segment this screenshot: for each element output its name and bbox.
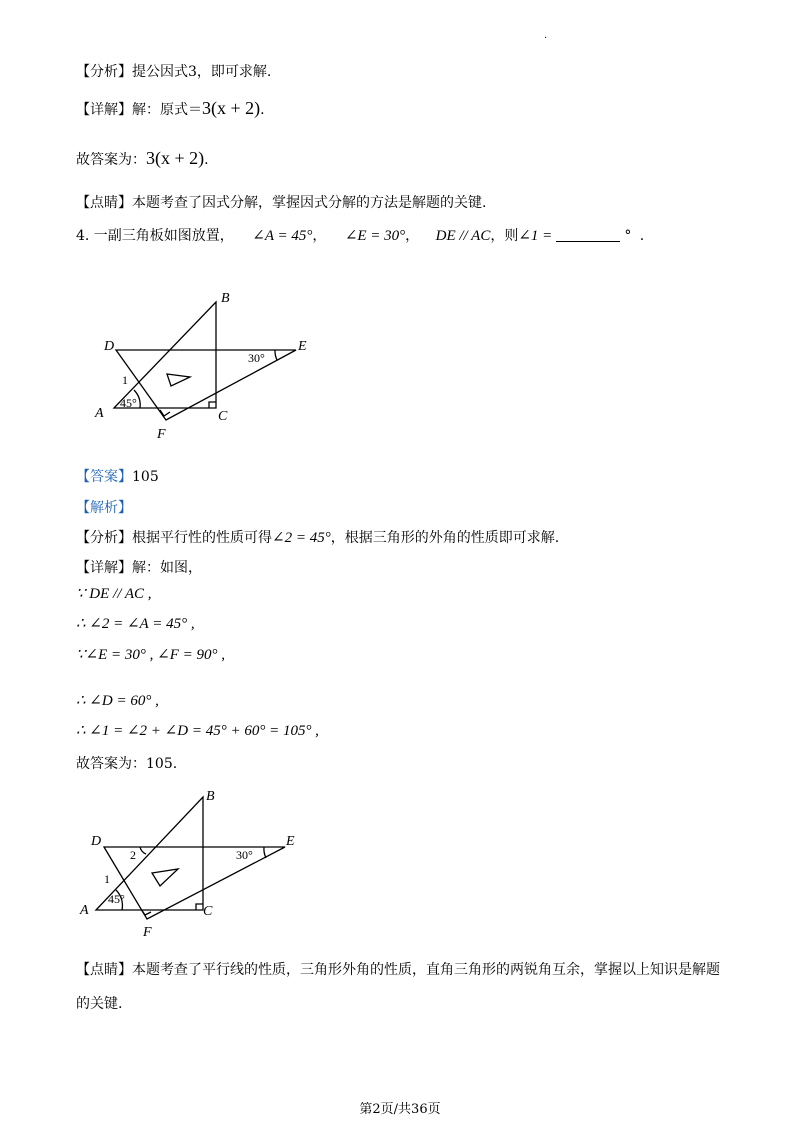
inner-triangle xyxy=(167,374,190,386)
triangle-def xyxy=(116,350,296,420)
triangle-abc xyxy=(114,302,216,408)
tag-analysis-2: 【分析】 xyxy=(76,530,132,546)
page-footer: 第2页/共36页 xyxy=(359,1102,441,1117)
q3-analysis xyxy=(76,62,271,82)
q4-cond-angle-e: ∠E = 30° xyxy=(344,228,406,244)
q3-detail xyxy=(76,98,265,120)
tag-answer: 【答案】 xyxy=(76,469,132,485)
label-b: B xyxy=(221,291,230,306)
q3-detail-expr: 3(x + 2) xyxy=(202,98,261,118)
q4-analysis xyxy=(76,528,559,548)
q4-comment-text: 本题考查了平行线的性质，三角形外角的性质，直角三角形的两锐角互余，掌握以上知识是解题 xyxy=(132,962,720,978)
step-1: ∵ DE // AC , xyxy=(76,586,152,602)
q3-answer-prefix: 故答案为： xyxy=(76,152,146,168)
q3-detail-suffix: . xyxy=(260,102,265,118)
label-2-2: 2 xyxy=(130,848,136,862)
q4-cond-parallel: DE // AC xyxy=(435,228,491,244)
q4-answer xyxy=(76,467,159,487)
tag-detail: 【详解】 xyxy=(76,102,132,118)
angle-arc-e-2 xyxy=(264,847,266,858)
q3-answer-expr: 3(x + 2) xyxy=(146,148,205,168)
q3-comment xyxy=(76,193,486,213)
inner-triangle-2 xyxy=(152,869,178,886)
tag-comment: 【点睛】 xyxy=(76,195,132,211)
step-4: ∴ ∠D = 60° , xyxy=(76,693,159,709)
label-f: F xyxy=(157,427,166,442)
q4-analysis-suffix: ，根据三角形的外角的性质即可求解. xyxy=(330,530,560,546)
tag-detail-2: 【详解】 xyxy=(76,560,132,576)
step-3: ∵∠E = 30° , ∠F = 90° , xyxy=(76,647,225,663)
q3-analysis-text: 提公因式3，即可求解. xyxy=(132,64,272,80)
label-c: C xyxy=(218,409,228,424)
q4-period: . xyxy=(639,228,645,244)
q3-answer-suffix: . xyxy=(204,152,209,168)
q4-detail-intro: 解：如图， xyxy=(132,560,202,576)
q3-answer xyxy=(76,148,209,170)
q3-comment-text: 本题考查了因式分解，掌握因式分解的方法是解题的关键. xyxy=(132,195,487,211)
q4-detail xyxy=(76,558,202,578)
tag-comment-2: 【点睛】 xyxy=(76,962,132,978)
label-f-2: F xyxy=(143,925,152,940)
q4-final: 故答案为：105. xyxy=(76,756,178,772)
q4-sep-2: ， xyxy=(405,228,420,244)
label-45: 45° xyxy=(120,396,137,410)
right-angle-mark-c xyxy=(209,402,216,408)
step-5: ∴ ∠1 = ∠2 + ∠D = 45° + 60° = 105° , xyxy=(76,723,319,739)
answer-blank xyxy=(556,241,620,242)
q4-cond-angle-a: ∠A = 45° xyxy=(252,228,313,244)
label-1: 1 xyxy=(122,373,128,387)
label-e-2: E xyxy=(286,834,295,849)
label-b-2: B xyxy=(206,789,215,804)
q4-ask: ∠1 = xyxy=(518,228,553,244)
q4-stem-prefix: 4. 一副三角板如图放置， xyxy=(76,228,234,244)
figure-triangles-2 xyxy=(76,787,316,940)
label-a: A xyxy=(95,406,104,421)
q4-sep-1: ， xyxy=(312,228,327,244)
label-d: D xyxy=(104,339,115,354)
label-c-2: C xyxy=(203,904,213,919)
tag-jiexi: 【解析】 xyxy=(76,500,132,516)
figure-triangles-1 xyxy=(90,292,330,442)
q3-detail-prefix: 解：原式＝ xyxy=(132,102,202,118)
q4-then: ，则 xyxy=(490,228,519,244)
right-angle-mark-c-2 xyxy=(196,904,203,910)
q4-analysis-prefix: 根据平行性的性质可得 xyxy=(132,530,272,546)
label-45-2: 45° xyxy=(108,892,125,906)
label-1-2: 1 xyxy=(104,872,110,886)
q4-answer-value: 105 xyxy=(132,469,159,485)
label-e: E xyxy=(298,339,307,354)
angle-arc-2 xyxy=(140,847,146,854)
q4-comment-cont: 的关键. xyxy=(76,996,123,1012)
q4-stem xyxy=(76,226,644,246)
step-2: ∴ ∠2 = ∠A = 45° , xyxy=(76,616,195,632)
q4-comment xyxy=(76,960,720,980)
label-d-2: D xyxy=(91,834,102,849)
tag-analysis: 【分析】 xyxy=(76,64,132,80)
label-30-2: 30° xyxy=(236,848,253,862)
right-angle-mark-f xyxy=(160,410,170,416)
label-a-2: A xyxy=(80,903,89,918)
angle-arc-e xyxy=(275,350,277,360)
q4-jiexi xyxy=(76,498,132,518)
q4-degree: ° xyxy=(624,228,632,244)
label-30: 30° xyxy=(248,351,265,365)
q4-analysis-expr: ∠2 = 45° xyxy=(272,530,331,546)
top-mark: . xyxy=(544,30,548,41)
